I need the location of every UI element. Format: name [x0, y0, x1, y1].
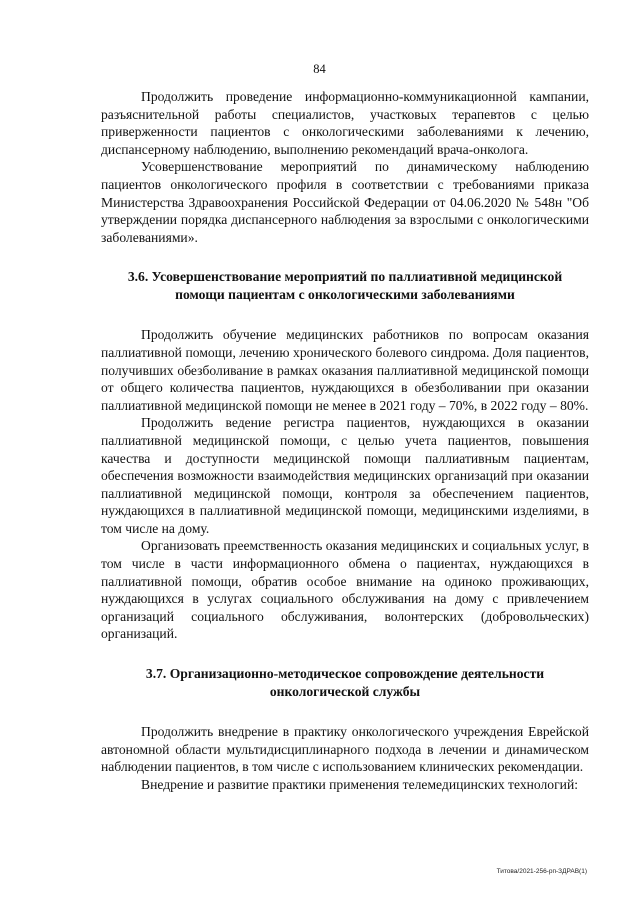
paragraph-telemedicine: Внедрение и развитие практики применения телемедицинских технологий: — [141, 776, 578, 792]
document-body — [101, 88, 589, 793]
paragraph-dynamic-observation: Усовершенствование мероприятий по динамическому наблюдению пациентов онкологического профиля в соответствии с требованиями приказа Министерства Здравоохранения Российской Федерации от 04.06.2020 № 548н "Об утверждении порядка диспансерного наблюдения за взрослыми с онкологическими заболеваниями». — [101, 159, 589, 245]
paragraph-palliative-registry: Продолжить ведение регистра пациентов, нуждающихся в оказании паллиативной медицинской помощи, с целью учета пациентов, повышения качества и доступности медицинской помощи паллиативным пациентам, обеспечения возможности взаимодействия медицинских организаций при оказании паллиативной медицинской помощи, контроля за обеспечением пациентов, нуждающихся в паллиативной медицинской помощи, медицинскими изделиями, в том числе на дому. — [101, 415, 589, 536]
paragraph-information-campaign: Продолжить проведение информационно-коммуникационной кампании, разъяснительной работы специалистов, участковых терапевтов с целью приверженности пациентов с онкологическими заболеваниями к лечению, диспансерному наблюдению, выполнению рекомендаций врача-онколога. — [101, 89, 589, 157]
paragraph-multidisciplinary-approach: Продолжить внедрение в практику онкологического учреждения Еврейской автономной области мультидисциплинарного подхода в лечении и динамическом наблюдении пациентов, в том числе с использованием клинических рекомендации. — [101, 724, 589, 775]
footer-document-code: Титова/2021-256-рп-ЗДРАВ(1) — [496, 868, 587, 875]
paragraph-social-continuity: Организовать преемственность оказания медицинских и социальных услуг, в том числе в части информационного обмена о пациентах, нуждающихся в паллиативной помощи, обратив особое внимание на одиноко проживающих, нуждающихся в услугах социального обслуживания на дому с привлечением организаций социального обслуживания, волонтерских (добровольческих) организаций. — [101, 538, 589, 642]
section-heading-3-6: 3.6. Усовершенствование мероприятий по паллиативной медицинской помощи пациентам с онкологическими заболеваниями — [127, 269, 563, 303]
page-number: 84 — [313, 62, 326, 76]
section-heading-3-7: 3.7. Организационно-методическое сопровождение деятельности онкологической службы — [145, 666, 545, 700]
paragraph-palliative-training: Продолжить обучение медицинских работников по вопросам оказания паллиативной помощи, лечению хронического болевого синдрома. Доля пациентов, получивших обезболивание в рамках оказания паллиативной медицинской помощи от общего количества пациентов, нуждающихся в обезболивании при оказании паллиативной медицинской помощи не менее в 2021 году – 70%, в 2022 году – 80%. — [101, 327, 589, 413]
